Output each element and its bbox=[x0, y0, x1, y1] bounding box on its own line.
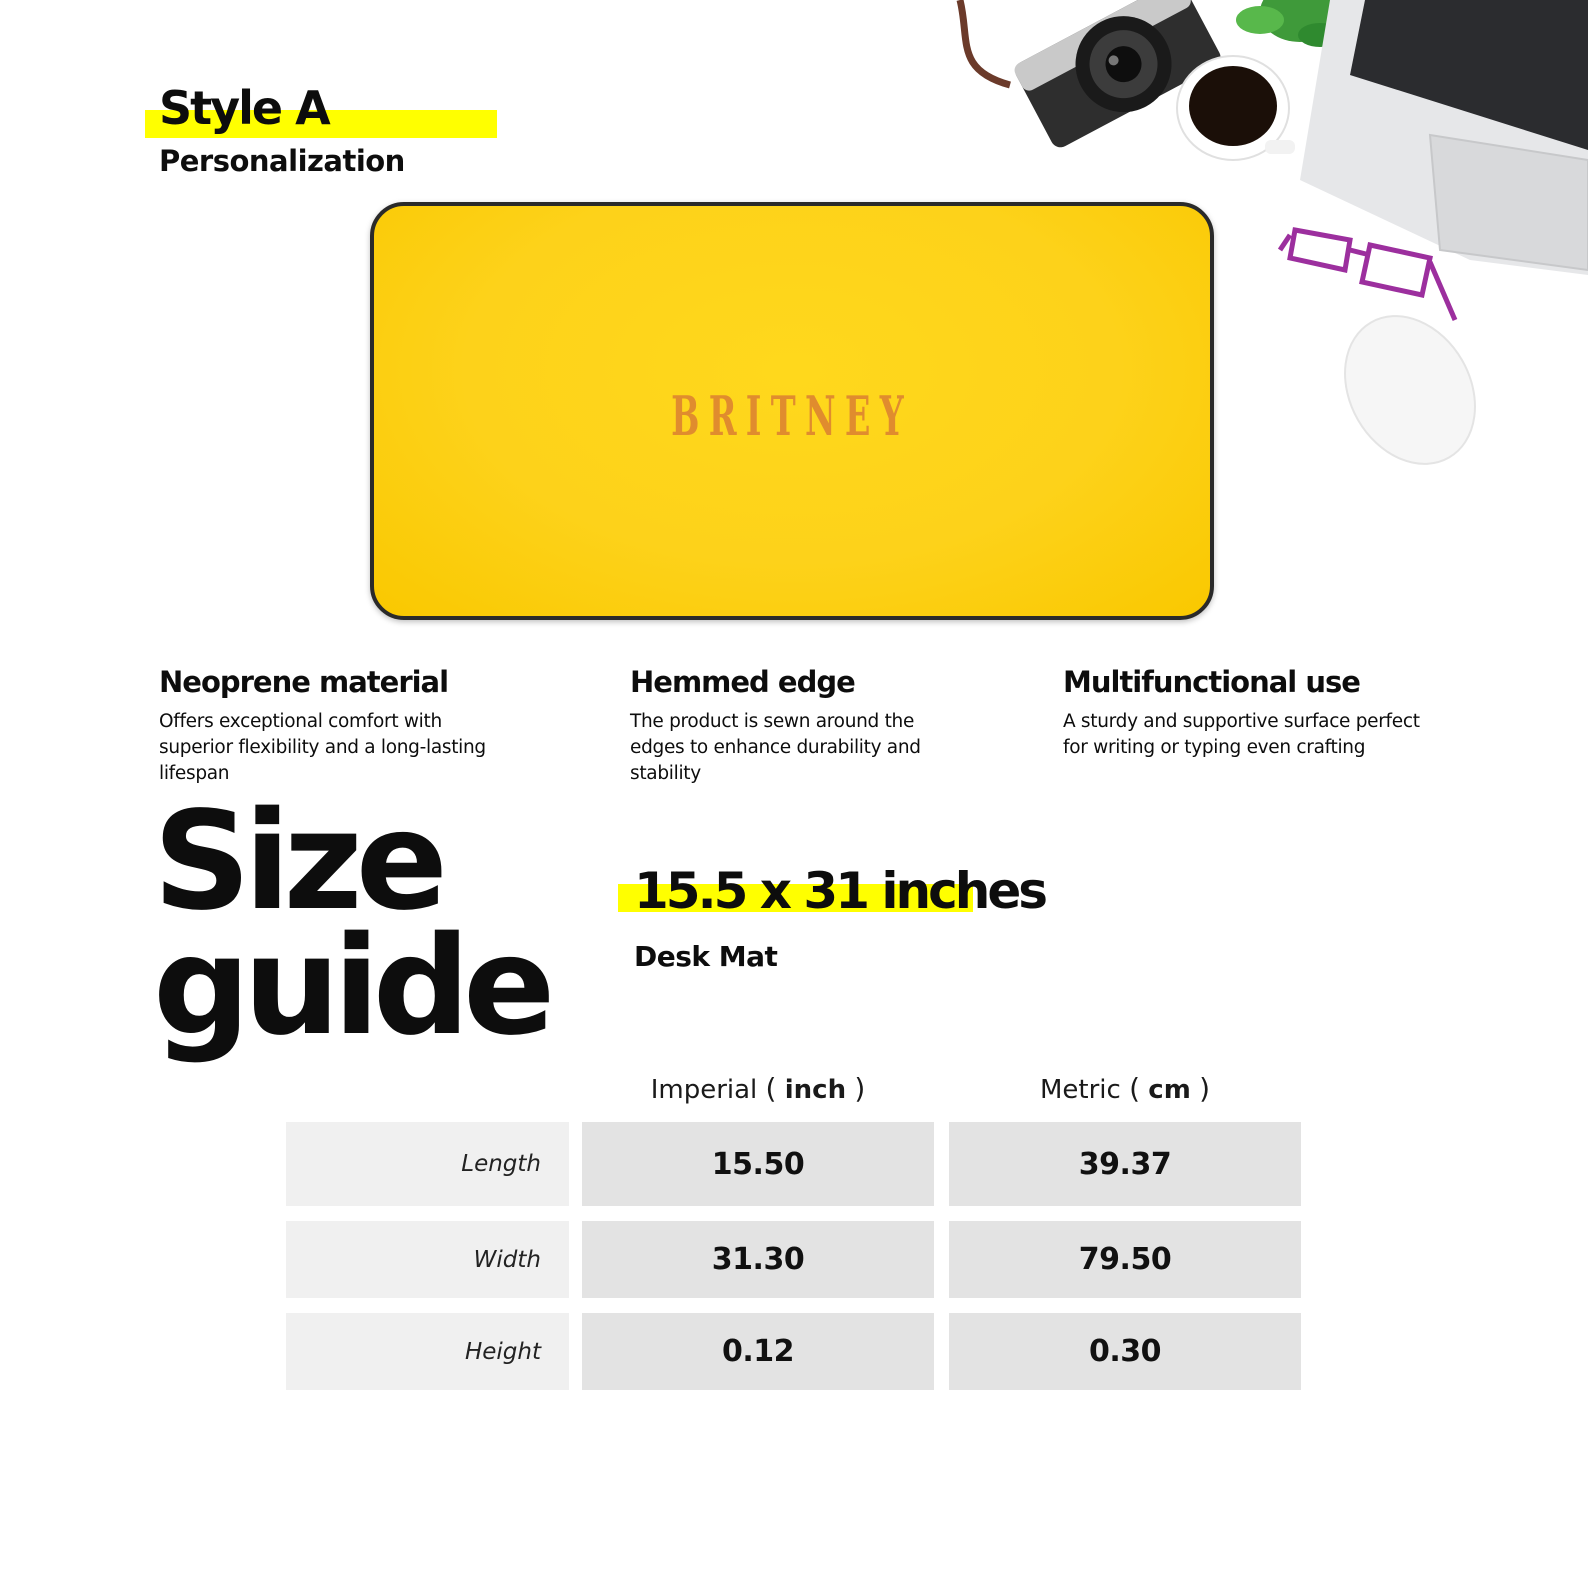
row-label-height: Height bbox=[286, 1313, 569, 1390]
feature-title: Multifunctional use bbox=[1063, 665, 1360, 699]
size-guide-line1: Size bbox=[153, 783, 441, 941]
size-guide-heading bbox=[153, 783, 713, 1067]
style-subtitle: Personalization bbox=[159, 144, 405, 178]
column-header-metric: Metric ( cm ) bbox=[1039, 1072, 1211, 1105]
feature-multifunctional bbox=[1063, 665, 1483, 761]
feature-title: Neoprene material bbox=[159, 665, 449, 699]
laptop-icon bbox=[1300, 0, 1588, 275]
row-label-length: Length bbox=[286, 1122, 569, 1206]
product-name: Desk Mat bbox=[634, 940, 778, 973]
column-header-imperial: Imperial ( inch ) bbox=[650, 1072, 866, 1105]
feature-description: A sturdy and supportive surface perfect for writing or typing even crafting bbox=[1063, 711, 1420, 758]
mat-personalized-text: BRITNEY bbox=[671, 384, 913, 448]
style-title: Style A bbox=[159, 81, 329, 135]
dimensions-title: 15.5 x 31 inches bbox=[634, 862, 1046, 920]
row-label-width: Width bbox=[286, 1221, 569, 1298]
cell-width-metric: 79.50 bbox=[949, 1221, 1301, 1298]
glasses-icon bbox=[1280, 230, 1455, 320]
feature-description: Offers exceptional comfort with superior flexibility and a long-lasting lifespan bbox=[159, 711, 486, 784]
cell-length-metric: 39.37 bbox=[949, 1122, 1301, 1206]
feature-description: The product is sewn around the edges to enhance durability and stability bbox=[630, 711, 921, 784]
cell-width-imperial: 31.30 bbox=[582, 1221, 934, 1298]
feature-hemmed-edge bbox=[630, 665, 1050, 787]
unit-inch: inch bbox=[784, 1075, 847, 1105]
cell-height-metric: 0.30 bbox=[949, 1313, 1301, 1390]
mouse-icon bbox=[1319, 292, 1501, 487]
feature-neoprene bbox=[159, 665, 579, 787]
cell-length-imperial: 15.50 bbox=[582, 1122, 934, 1206]
size-guide-line2: guide bbox=[153, 908, 549, 1067]
feature-title: Hemmed edge bbox=[630, 665, 855, 699]
desk-mat-preview bbox=[370, 202, 1214, 620]
cell-height-imperial: 0.12 bbox=[582, 1313, 934, 1390]
coffee-cup-icon bbox=[1177, 56, 1295, 160]
unit-cm: cm bbox=[1148, 1075, 1191, 1105]
camera-strap bbox=[960, 0, 1010, 85]
